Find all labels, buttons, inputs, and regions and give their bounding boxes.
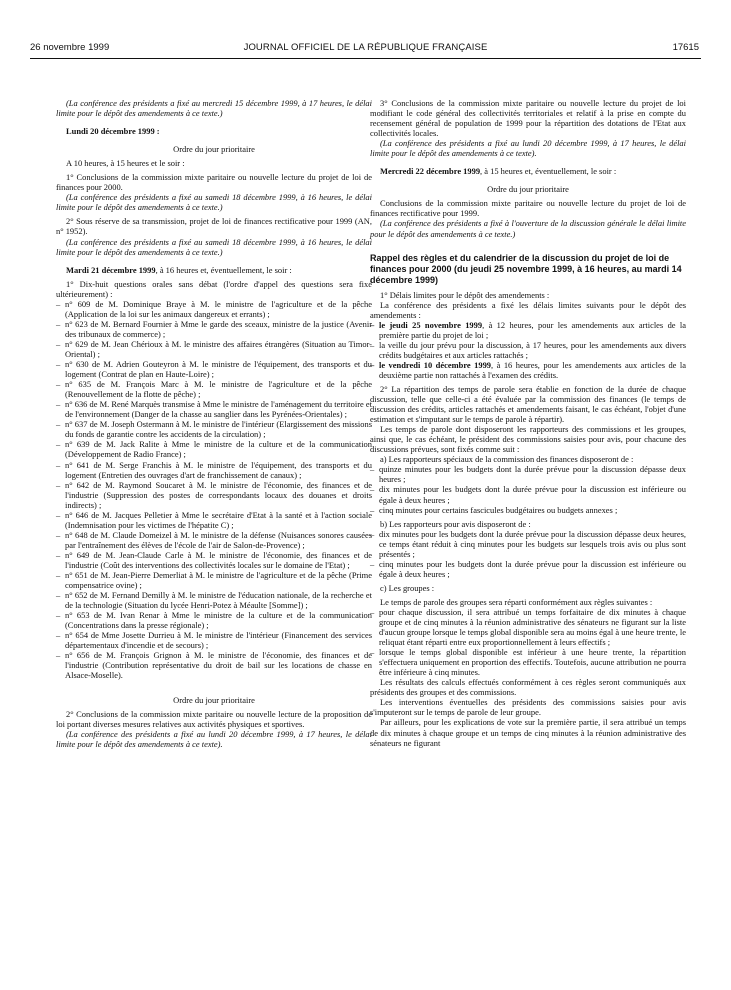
list-item: – lorsque le temps global disponible est inférieur à une heure trente, la répartition s'effectuera uniquement en proportion des effectifs. Toutefois, aucune attribution ne pourra être inférieure à cinq minutes. [370, 647, 686, 677]
day-heading-mercredi [370, 166, 686, 176]
list-item: – n° 642 de M. Raymond Soucaret à M. le ministre de l'économie, des finances et de l'industrie (Suppression des postes de correspondants locaux des douanes et droits indirects) ; [56, 480, 372, 510]
ordre-du-jour-heading: Ordre du jour prioritaire [487, 184, 569, 195]
page-header [30, 42, 701, 58]
agenda-item: 3° Conclusions de la commission mixte paritaire ou nouvelle lecture du projet de loi modifiant le code général des collectivités territoriales et relatif à la prise en compte du recensement général de population de 1999 pour la répartition des dotations de l'Etat aux collectivités locales. [370, 98, 686, 139]
groupes-intro: Le temps de parole des groupes sera réparti conformément aux règles suivantes : [380, 596, 653, 607]
deadline-text: , à 12 heures, pour les amendements aux articles de la première partie du projet de loi ; [379, 319, 687, 340]
amendment-deadline-note: (La conférence des présidents a fixé au mercredi 15 décembre 1999, à 17 heures, le délai limite pour le dépôt des amendements à ce texte.) [56, 98, 372, 119]
amendment-deadline-note: (La conférence des présidents a fixé à l'ouverture de la discussion générale le délai limite pour le dépôt des amendements à ce texte.) [370, 218, 686, 239]
agenda-item: 1° Conclusions de la commission mixte paritaire ou nouvelle lecture du projet de loi de finances pour 2000. [56, 172, 372, 193]
list-item: – dix minutes pour les budgets dont la durée prévue pour la discussion dépasse deux heures, ce temps étant réduit à cinq minutes pour les budgets sur lesquels trois avis ou plus sont présentés ; [370, 529, 686, 559]
oral-questions-list [56, 299, 372, 681]
list-item: – n° 652 de M. Fernand Demilly à M. le ministre de l'éducation nationale, de la recherche et de la technologie (Situation du lycée Henri-Potez à Méaulte [Somme]) ; [56, 590, 372, 610]
header-rule [30, 58, 701, 59]
speaking-time-rules: Les temps de parole dont disposeront les rapporteurs des commissions et les groupes, ainsi que, le cas échéant, le président des commissions saisies pour avis, pour chacune des discussions prévues, sont fixés comme suit : [370, 424, 686, 455]
list-item: – n° 639 de M. Jack Ralite à Mme le ministre de la culture et de la communication (Développement de Radio France) ; [56, 439, 372, 459]
day-heading-mercredi-date: Mercredi 22 décembre 1999 [380, 166, 481, 177]
list-item: – cinq minutes pour les budgets dont la durée prévue pour la discussion est inférieure ou égale à deux heures ; [370, 559, 686, 579]
rapporteurs-speciaux-heading: a) Les rapporteurs spéciaux de la commission des finances disposeront de : [380, 454, 634, 465]
list-item: – n° 609 de M. Dominique Braye à M. le ministre de l'agriculture et de la pêche (Application de la loi sur les animaux dangereux et errants) ; [56, 299, 372, 319]
deadline-item [370, 320, 686, 340]
rappel-section-title: Rappel des règles et du calendrier de la discussion du projet de loi de finances pour 2000 (du jeudi 25 novembre 1999, à 16 heures, au mardi 14 décembre 1999) [370, 252, 682, 285]
list-item: – n° 636 de M. René Marquès transmise à Mme le ministre de l'aménagement du territoire et de l'environnement (Danger de la chasse au sanglier dans les Pyrénées-Orientales) ; [56, 399, 372, 419]
agenda-item: 1° Dix-huit questions orales sans débat (l'ordre d'appel des questions sera fixé ultérieurement) : [56, 278, 372, 299]
list-item: – pour chaque discussion, il sera attribué un temps forfaitaire de dix minutes à chaque groupe et de cinq minutes à la réunion administrative des sénateurs ne figurant sur la liste d'aucun groupe lorsque le temps global disponible sera au moins égal à une heure trente, le reliquat étant réparti entre eux proportionnellement à leurs effectifs ; [370, 607, 686, 647]
list-item: – n° 646 de M. Jacques Pelletier à Mme le secrétaire d'Etat à la santé et à l'action sociale (Indemnisation pour les victimes de l'hépatite C) ; [56, 510, 372, 530]
list-item: – n° 629 de M. Jean Chérioux à M. le ministre des affaires étrangères (Situation au Timor-Oriental) ; [56, 339, 372, 359]
header-date: 26 novembre 1999 [30, 42, 110, 53]
day-heading-mardi-date: Mardi 21 décembre 1999 [66, 264, 156, 275]
ordre-du-jour-heading: Ordre du jour prioritaire [173, 694, 255, 705]
deadline-text: , à 16 heures, pour les amendements aux articles de la deuxième partie non rattachés à l'examen des crédits. [379, 359, 686, 380]
list-item: – n° 623 de M. Bernard Fournier à Mme le garde des sceaux, ministre de la justice (Avenir des tribunaux de commerce) ; [56, 319, 372, 339]
day-heading-lundi: Lundi 20 décembre 1999 : [66, 126, 160, 137]
agenda-item: 2° Conclusions de la commission mixte paritaire ou nouvelle lecture de la proposition de loi portant diverses mesures relatives aux activités physiques et sportives. [56, 708, 372, 729]
list-item: – n° 656 de M. François Grignon à M. le ministre de l'économie, des finances et de l'industrie (Contribution représentative du droit de bail sur les locations de chasse en Alsace-Moselle). [56, 650, 372, 680]
list-item: – n° 651 de M. Jean-Pierre Demerliat à M. le ministre de l'agriculture et de la pêche (Prime compensatrice ovine) ; [56, 570, 372, 590]
list-item: – n° 635 de M. François Marc à M. le ministre de l'agriculture et de la pêche (Renouvellement de la flotte de pêche) ; [56, 379, 372, 399]
deadline-item [370, 360, 686, 380]
agenda-item: 2° Sous réserve de sa transmission, projet de loi de finances rectificative pour 1999 (AN, n° 1952). [56, 216, 372, 237]
list-item: – n° 630 de M. Adrien Gouteyron à M. le ministre de l'équipement, des transports et du logement (Contrat de plan en Haute-Loire) ; [56, 359, 372, 379]
day-heading-mardi [56, 265, 372, 275]
left-column [56, 98, 372, 749]
amendment-deadline-note: (La conférence des présidents a fixé au samedi 18 décembre 1999, à 16 heures, le délai limite pour le dépôt des amendements à ce texte.) [56, 192, 372, 213]
day-heading-mardi-time: , à 16 heures et, éventuellement, le soir : [155, 264, 292, 275]
amendment-deadline-note: (La conférence des présidents a fixé au lundi 20 décembre 1999, à 17 heures, le délai limite pour le dépôt des amendements à ce texte). [56, 728, 372, 749]
list-item: – cinq minutes pour certains fascicules budgétaires ou budgets annexes ; [370, 505, 686, 515]
paragraph: Par ailleurs, pour les explications de vote sur la première partie, il sera attribué un temps de dix minutes à chaque groupe et un temps de cinq minutes à la réunion administrative des sénateurs ne figurant [370, 717, 686, 748]
list-item: – quinze minutes pour les budgets dont la durée prévue pour la discussion dépasse deux heures ; [370, 464, 686, 484]
list-item: – n° 641 de M. Serge Franchis à M. le ministre de l'équipement, des transports et du logement (Entretien des ouvrages d'art de franchissement de canaux) ; [56, 460, 372, 480]
paragraph: Les interventions éventuelles des présidents des commissions saisies pour avis s'imputeront sur le temps de parole de leur groupe. [370, 697, 686, 718]
deadline-date: le vendredi 10 décembre 1999 [379, 359, 492, 370]
deadline-item: – la veille du jour prévu pour la discussion, à 17 heures, pour les amendements aux divers crédits budgétaires et aux articles rattachés ; [370, 340, 686, 360]
amendment-deadline-note: (La conférence des présidents a fixé au samedi 18 décembre 1999, à 16 heures, le délai limite pour le dépôt des amendements à ce texte.) [56, 236, 372, 257]
header-title: JOURNAL OFFICIEL DE LA RÉPUBLIQUE FRANÇAISE [243, 42, 488, 53]
groupes-heading: c) Les groupes : [380, 582, 435, 593]
speaking-time-rules: 2° La répartition des temps de parole sera établie en fonction de la durée de chaque discussion, telle que celle-ci a été évaluée par la commission des finances (le temps de discussion des crédits, articles rattachés et amendements faisant, le cas échéant, l'objet d'une estimation et s'imputant sur le temps de parole à répartir). [370, 383, 686, 425]
ordre-du-jour-heading: Ordre du jour prioritaire [173, 144, 255, 155]
list-item: – n° 654 de Mme Josette Durrieu à M. le ministre de l'intérieur (Financement des services départementaux d'incendie et de secours) ; [56, 630, 372, 650]
list-item: – n° 648 de M. Claude Domeizel à M. le ministre de la défense (Nuisances sonores causées par l'entraînement des élèves de l'école de l'air de Salon-de-Provence) ; [56, 530, 372, 550]
list-item: – n° 637 de M. Joseph Ostermann à M. le ministre de l'intérieur (Elargissement des missions du fonds de garantie contre les accidents de la circulation) ; [56, 419, 372, 439]
session-time: A 10 heures, à 15 heures et le soir : [66, 158, 185, 169]
amendment-deadline-note: (La conférence des présidents a fixé au lundi 20 décembre 1999, à 17 heures, le délai limite pour le dépôt des amendements à ce texte). [370, 138, 686, 159]
paragraph: Les résultats des calculs effectués conformément à ces règles seront communiqués aux présidents des groupes et des commissions. [370, 677, 686, 698]
list-item: – n° 649 de M. Jean-Claude Carle à M. le ministre de l'économie, des finances et de l'industrie (Coût des interventions des collectivités locales sur le domaine de l'Etat) ; [56, 550, 372, 570]
deadline-date: le jeudi 25 novembre 1999 [379, 319, 483, 330]
right-column [370, 98, 686, 748]
day-heading-mercredi-time: , à 15 heures et, éventuellement, le soir : [480, 166, 617, 177]
list-item: – n° 653 de M. Ivan Renar à Mme le ministre de la culture et de la communication (Concentrations dans la presse régionale) ; [56, 610, 372, 630]
agenda-item: Conclusions de la commission mixte paritaire ou nouvelle lecture du projet de loi de finances rectificative pour 1999. [370, 198, 686, 219]
deadlines-intro: La conférence des présidents a fixé les délais limites suivants pour le dépôt des amendements : [370, 299, 686, 320]
header-page-number: 17615 [672, 42, 699, 53]
rapporteurs-avis-heading: b) Les rapporteurs pour avis disposeront de : [380, 518, 531, 529]
deadlines-heading: 1° Délais limites pour le dépôt des amendements : [380, 289, 550, 300]
list-item: – dix minutes pour les budgets dont la durée prévue pour la discussion est inférieure ou égale à deux heures ; [370, 484, 686, 504]
